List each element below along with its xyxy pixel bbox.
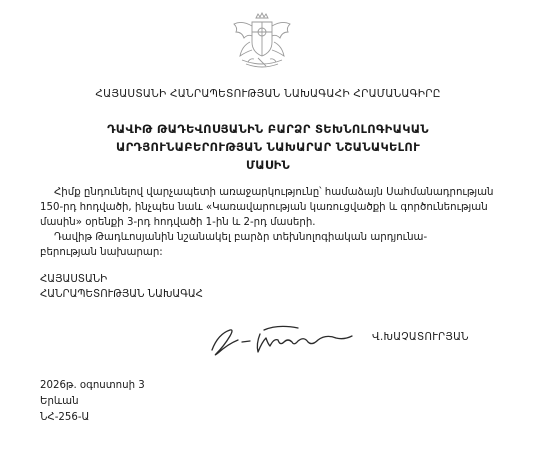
decree-title <box>40 120 496 174</box>
decree-date-block <box>40 378 145 426</box>
body-line: բերության նախարար: <box>40 247 163 258</box>
title-line: ՄԱՍԻՆ <box>245 158 291 172</box>
decree-place: Երևան <box>40 396 79 407</box>
body-line: Հիմք ընդունելով վարչապետի առաջարկությունը՝ համաձայն Սահմանադրության <box>54 187 494 198</box>
title-line: ԴԱՎԻԹ ԹԱԴԵՎՈՍՅԱՆԻՆ ԲԱՐՁՐ ՏԵԽՆՈԼՈԳԻԱԿԱՆ <box>107 122 429 136</box>
handwritten-signature <box>208 320 358 360</box>
coat-of-arms-icon <box>228 12 296 72</box>
document-type-heading: ՀԱՅԱՍՏԱՆԻ ՀԱՆՐԱՊԵՏՈՒԹՅԱՆ ՆԱԽԱԳԱՀԻ ՀՐԱՄԱՆԱԳԻՐԸ <box>95 88 441 100</box>
title-line: ԱՐԴՅՈՒՆԱԲԵՐՈՒԹՅԱՆ ՆԱԽԱՐԱՐ ՆՇԱՆԱԿԵԼՈՒ <box>115 140 421 154</box>
body-line: Դավիթ Թադևոսյանին նշանակել բարձր տեխնոլոգիական արդյունա- <box>54 232 428 243</box>
signatory-title-line: ՀԱՆՐԱՊԵՏՈՒԹՅԱՆ ՆԱԽԱԳԱՀ <box>40 289 203 300</box>
body-line: մասին» օրենքի 3-րդ հոդվածի 1-ին և 2-րդ մասերի. <box>40 217 316 228</box>
signer-name: Վ.ԽԱՉԱՏՈՒՐՅԱՆ <box>372 332 469 343</box>
decree-number: ՆՀ-256-Ա <box>40 412 90 423</box>
decree-body <box>40 185 510 260</box>
signatory-title <box>40 272 203 302</box>
signatory-title-line: ՀԱՅԱՍՏԱՆԻ <box>40 274 108 285</box>
decree-date: 2026թ. օգոստոսի 3 <box>40 380 145 391</box>
body-line: 150-րդ հոդվածի, ինչպես նաև «Կառավարության կառուցվածքի և գործունեության <box>40 202 488 213</box>
